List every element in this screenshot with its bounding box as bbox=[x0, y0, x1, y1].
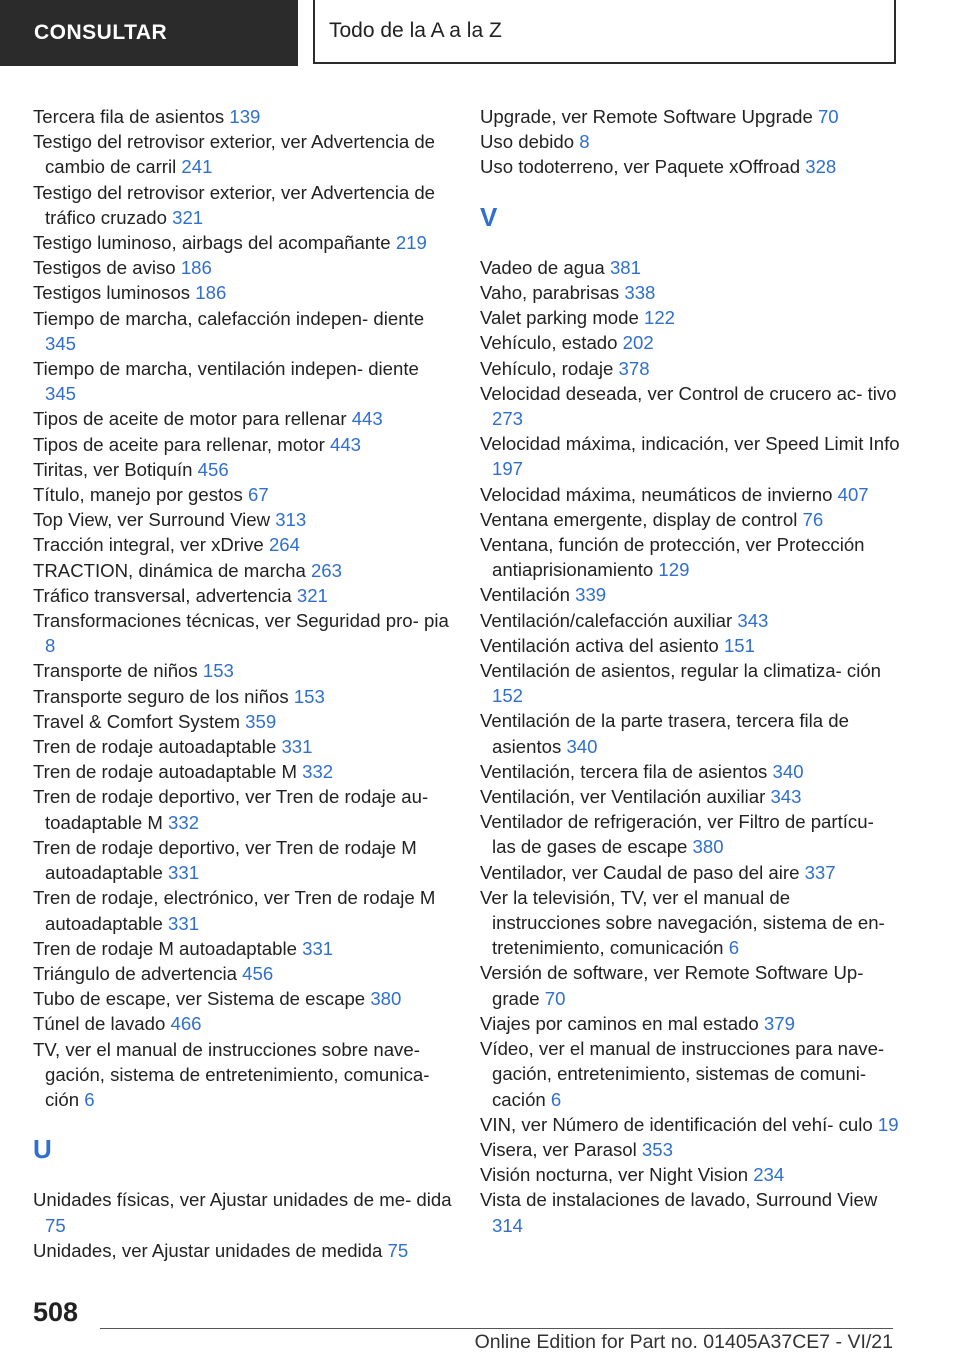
index-entry bbox=[33, 784, 453, 834]
index-entry-term: Título, manejo por gestos bbox=[33, 484, 243, 506]
index-entry bbox=[33, 583, 453, 608]
index-entry bbox=[480, 860, 900, 885]
index-entry-term: Ventilación, ver Ventilación auxiliar bbox=[480, 786, 766, 808]
index-entry-page-link[interactable]: 6 bbox=[728, 937, 740, 959]
index-entry-page-link[interactable]: 139 bbox=[229, 106, 261, 127]
index-entry-page-link[interactable]: 70 bbox=[817, 106, 839, 127]
index-entry-term: Tipos de aceite de motor para rellenar bbox=[33, 408, 347, 430]
index-entry bbox=[33, 709, 453, 734]
index-entry bbox=[33, 280, 453, 305]
index-entry bbox=[33, 835, 453, 885]
index-entry bbox=[33, 230, 453, 255]
index-entry-term: Ventilación activa del asiento bbox=[480, 634, 719, 656]
index-entry-page-link[interactable]: 340 bbox=[566, 735, 598, 757]
index-entry-term: Ventilación/calefacción auxiliar bbox=[480, 609, 733, 631]
index-entry-term: Vaho, parabrisas bbox=[480, 282, 620, 303]
index-entry-term: Testigos luminosos bbox=[33, 282, 191, 304]
index-entry-page-link[interactable]: 378 bbox=[618, 357, 650, 379]
index-entry-page-link[interactable]: 343 bbox=[770, 786, 802, 808]
index-entry-term: Transporte de niños bbox=[33, 660, 198, 682]
index-list-t bbox=[33, 104, 453, 1112]
index-entry-page-link[interactable]: 337 bbox=[804, 861, 836, 883]
index-entry-term: Valet parking mode bbox=[480, 307, 639, 329]
index-entry-page-link[interactable]: 321 bbox=[296, 584, 328, 606]
index-entry bbox=[33, 684, 453, 709]
index-column-right bbox=[480, 104, 900, 1238]
index-entry-term: Tipos de aceite para rellenar, motor bbox=[33, 433, 325, 455]
index-entry-term: Ventilación de la parte trasera, tercera fila de asientos bbox=[480, 710, 849, 757]
index-entry bbox=[33, 608, 453, 658]
index-entry-page-link[interactable]: 129 bbox=[658, 559, 690, 581]
index-entry-term: TV, ver el manual de instrucciones sobre nave‐ gación, sistema de entretenimiento, comunica‐ ción bbox=[33, 1038, 430, 1110]
index-entry bbox=[33, 734, 453, 759]
index-entry-term: Visión nocturna, ver Night Vision bbox=[480, 1164, 749, 1186]
index-entry-page-link[interactable]: 234 bbox=[753, 1164, 785, 1186]
index-list-u-continued bbox=[480, 104, 900, 180]
index-entry-term: Tren de rodaje autoadaptable M bbox=[33, 761, 297, 783]
index-entry bbox=[480, 532, 900, 582]
index-entry bbox=[33, 759, 453, 784]
index-entry-page-link[interactable]: 380 bbox=[692, 836, 724, 858]
index-entry-term: Triángulo de advertencia bbox=[33, 962, 237, 984]
index-entry-term: Tiritas, ver Botiquín bbox=[33, 458, 193, 480]
index-entry-term: Velocidad máxima, indicación, ver Speed Limit Info bbox=[480, 433, 900, 455]
index-entry-term: Ver la televisión, TV, ver el manual de instrucciones sobre navegación, sistema de en‐ tretenimiento, comunicación bbox=[480, 886, 885, 959]
index-entry-term: Ventana, función de protección, ver Protección antiaprisionamiento bbox=[480, 534, 865, 581]
index-entry bbox=[480, 885, 900, 961]
index-entry bbox=[480, 708, 900, 758]
page-number: 508 bbox=[33, 1297, 79, 1327]
index-entry bbox=[480, 633, 900, 658]
index-entry-page-link[interactable]: 331 bbox=[168, 862, 200, 884]
index-entry-term: Tiempo de marcha, ventilación indepen‐ diente bbox=[33, 358, 419, 380]
index-entry bbox=[480, 759, 900, 784]
index-entry-term: Tren de rodaje deportivo, ver Tren de rodaje M autoadaptable bbox=[33, 836, 417, 884]
index-entry-page-link[interactable]: 456 bbox=[197, 458, 229, 480]
index-entry bbox=[33, 457, 453, 482]
index-entry-term: VIN, ver Número de identificación del vehí‐ culo bbox=[480, 1113, 873, 1135]
index-entry bbox=[480, 608, 900, 633]
index-entry-page-link[interactable]: 314 bbox=[492, 1214, 524, 1236]
index-entry-term: Velocidad máxima, neumáticos de invierno bbox=[480, 483, 833, 505]
index-entry-term: Velocidad deseada, ver Control de crucero ac‐ tivo bbox=[480, 382, 897, 404]
index-entry bbox=[33, 432, 453, 457]
index-entry-page-link[interactable]: 67 bbox=[247, 484, 269, 506]
index-entry bbox=[480, 1137, 900, 1162]
index-entry-term: Uso debido bbox=[480, 131, 575, 153]
index-entry-page-link[interactable]: 151 bbox=[723, 634, 755, 656]
index-entry bbox=[33, 482, 453, 507]
index-entry bbox=[480, 255, 900, 280]
index-entry bbox=[33, 658, 453, 683]
index-entry-page-link[interactable]: 76 bbox=[802, 508, 824, 530]
index-entry-term: Ventilador de refrigeración, ver Filtro de partícu‐ las de gases de escape bbox=[480, 811, 874, 858]
index-entry bbox=[33, 356, 453, 406]
index-entry bbox=[33, 532, 453, 557]
index-entry-term: Tren de rodaje M autoadaptable bbox=[33, 937, 297, 959]
index-entry-term: Upgrade, ver Remote Software Upgrade bbox=[480, 106, 813, 127]
index-entry-page-link[interactable]: 186 bbox=[180, 257, 212, 279]
index-entry-page-link[interactable]: 75 bbox=[387, 1239, 409, 1261]
index-entry-term: Tercera fila de asientos bbox=[33, 106, 225, 127]
index-entry-page-link[interactable]: 379 bbox=[763, 1012, 795, 1034]
index-entry bbox=[480, 809, 900, 859]
index-entry-page-link[interactable]: 328 bbox=[805, 156, 837, 178]
index-entry-term: Uso todoterreno, ver Paquete xOffroad bbox=[480, 156, 801, 178]
index-entry bbox=[33, 1187, 453, 1237]
index-entry-term: Versión de software, ver Remote Software Up‐ grade bbox=[480, 962, 864, 1009]
index-entry bbox=[480, 381, 900, 431]
index-entry-page-link[interactable]: 353 bbox=[641, 1138, 673, 1160]
index-entry-page-link[interactable]: 359 bbox=[245, 710, 277, 732]
index-entry-term: Top View, ver Surround View bbox=[33, 509, 271, 531]
index-entry-page-link[interactable]: 6 bbox=[84, 1088, 95, 1110]
index-entry-term: Ventilación bbox=[480, 584, 570, 606]
index-entry-term: Tren de rodaje, electrónico, ver Tren de rodaje M autoadaptable bbox=[33, 887, 436, 934]
index-entry-term: Testigo del retrovisor exterior, ver Advertencia de cambio de carril bbox=[33, 131, 436, 178]
index-entry-term: Ventana emergente, display de control bbox=[480, 508, 798, 530]
index-entry-page-link[interactable]: 70 bbox=[544, 987, 566, 1009]
index-entry bbox=[480, 129, 900, 154]
index-entry bbox=[480, 482, 900, 507]
index-entry bbox=[480, 582, 900, 607]
index-entry-term: Ventilación de asientos, regular la climatiza‐ ción bbox=[480, 660, 882, 682]
index-entry-page-link[interactable]: 6 bbox=[550, 1088, 562, 1110]
index-letter-u: U bbox=[33, 1134, 52, 1165]
index-entry-page-link[interactable]: 19 bbox=[877, 1113, 899, 1135]
index-entry-page-link[interactable]: 343 bbox=[737, 609, 769, 631]
index-entry-term: Transformaciones técnicas, ver Seguridad pro‐ pia bbox=[33, 610, 449, 632]
index-list-u bbox=[33, 1187, 453, 1263]
index-entry-page-link[interactable]: 345 bbox=[45, 332, 77, 354]
index-entry-page-link[interactable]: 338 bbox=[624, 282, 656, 303]
index-entry-term: Testigo del retrovisor exterior, ver Advertencia de tráfico cruzado bbox=[33, 181, 436, 228]
index-entry-page-link[interactable]: 340 bbox=[772, 760, 804, 782]
footer-divider bbox=[100, 1328, 893, 1329]
index-entry-term: Unidades, ver Ajustar unidades de medida bbox=[33, 1239, 383, 1261]
index-entry-term: Tubo de escape, ver Sistema de escape bbox=[33, 988, 366, 1010]
index-entry-page-link[interactable]: 153 bbox=[202, 660, 234, 682]
index-entry-page-link[interactable]: 456 bbox=[242, 962, 274, 984]
chapter-title: Todo de la A a la Z bbox=[313, 0, 896, 64]
index-entry bbox=[480, 104, 900, 129]
index-list-v bbox=[480, 255, 900, 1238]
index-entry bbox=[33, 961, 453, 986]
index-entry bbox=[33, 406, 453, 431]
index-entry bbox=[480, 356, 900, 381]
index-entry bbox=[33, 180, 453, 230]
index-entry bbox=[33, 1037, 453, 1113]
index-entry-term: Vídeo, ver el manual de instrucciones para nave‐ gación, entretenimiento, sistemas de comuni‐ cación bbox=[480, 1038, 885, 1110]
index-entry-term: Ventilador, ver Caudal de paso del aire bbox=[480, 861, 800, 883]
page-header bbox=[0, 0, 960, 68]
index-entry-term: Túnel de lavado bbox=[33, 1013, 166, 1035]
index-entry-term: Testigo luminoso, airbags del acompañante bbox=[33, 232, 391, 254]
index-entry-term: Visera, ver Parasol bbox=[480, 1138, 637, 1160]
index-entry bbox=[33, 1238, 453, 1263]
index-entry bbox=[480, 507, 900, 532]
index-entry-term: Tracción integral, ver xDrive bbox=[33, 534, 264, 556]
index-entry-page-link[interactable]: 332 bbox=[302, 761, 334, 783]
index-entry-page-link[interactable]: 75 bbox=[45, 1214, 66, 1236]
index-entry-page-link[interactable]: 407 bbox=[837, 483, 869, 505]
index-entry-term: Vadeo de agua bbox=[480, 256, 605, 278]
index-entry-term: Tren de rodaje deportivo, ver Tren de rodaje au‐ toadaptable M bbox=[33, 786, 429, 833]
index-entry-term: Viajes por caminos en mal estado bbox=[480, 1012, 759, 1034]
index-entry-term: Testigos de aviso bbox=[33, 257, 176, 279]
footer-edition: Online Edition for Part no. 01405A37CE7 - VI/21 bbox=[474, 1331, 893, 1353]
index-entry-page-link[interactable]: 186 bbox=[195, 282, 227, 304]
index-entry-page-link[interactable]: 321 bbox=[172, 206, 204, 228]
index-entry-page-link[interactable]: 381 bbox=[609, 256, 641, 278]
index-entry-page-link[interactable]: 380 bbox=[370, 988, 402, 1010]
index-entry bbox=[33, 986, 453, 1011]
index-entry-page-link[interactable]: 219 bbox=[395, 232, 427, 254]
index-entry bbox=[480, 280, 900, 305]
index-entry-page-link[interactable]: 273 bbox=[492, 408, 524, 430]
index-entry bbox=[33, 104, 453, 129]
index-entry-term: Travel & Comfort System bbox=[33, 710, 240, 732]
index-entry bbox=[480, 658, 900, 708]
index-entry-page-link[interactable]: 332 bbox=[168, 811, 200, 833]
index-entry bbox=[33, 558, 453, 583]
index-entry-page-link[interactable]: 8 bbox=[45, 635, 56, 657]
index-column-left bbox=[33, 104, 453, 1263]
index-entry-page-link[interactable]: 466 bbox=[170, 1013, 202, 1035]
index-entry bbox=[33, 936, 453, 961]
index-entry bbox=[480, 1036, 900, 1112]
index-entry-page-link[interactable]: 197 bbox=[492, 458, 524, 480]
index-entry bbox=[33, 1011, 453, 1036]
index-entry-page-link[interactable]: 345 bbox=[45, 383, 77, 405]
index-entry-page-link[interactable]: 331 bbox=[168, 912, 200, 934]
index-entry-term: Tráfico transversal, advertencia bbox=[33, 584, 292, 606]
index-entry-page-link[interactable]: 241 bbox=[181, 156, 213, 178]
index-entry-page-link[interactable]: 313 bbox=[275, 509, 307, 531]
index-entry-page-link[interactable]: 152 bbox=[492, 685, 524, 707]
index-entry-page-link[interactable]: 443 bbox=[351, 408, 383, 430]
index-entry-page-link[interactable]: 331 bbox=[302, 937, 334, 959]
index-entry bbox=[33, 306, 453, 356]
index-entry-term: Tiempo de marcha, calefacción indepen‐ diente bbox=[33, 307, 425, 329]
index-entry bbox=[480, 305, 900, 330]
index-entry-term: Unidades físicas, ver Ajustar unidades de me‐ dida bbox=[33, 1189, 452, 1211]
index-entry bbox=[480, 960, 900, 1010]
index-entry bbox=[33, 507, 453, 532]
index-entry bbox=[480, 154, 900, 179]
index-entry-page-link[interactable]: 202 bbox=[622, 332, 654, 354]
index-entry-page-link[interactable]: 122 bbox=[644, 307, 676, 329]
index-entry-term: Tren de rodaje autoadaptable bbox=[33, 736, 277, 758]
index-entry bbox=[480, 1187, 900, 1237]
index-entry-page-link[interactable]: 339 bbox=[575, 584, 607, 606]
index-entry-term: TRACTION, dinámica de marcha bbox=[33, 559, 306, 581]
index-entry-term: Vehículo, estado bbox=[480, 332, 618, 354]
index-entry-page-link[interactable]: 153 bbox=[293, 685, 325, 707]
index-entry-page-link[interactable]: 8 bbox=[579, 131, 590, 153]
index-entry bbox=[33, 255, 453, 280]
index-entry-page-link[interactable]: 443 bbox=[329, 433, 362, 455]
index-entry bbox=[480, 784, 900, 809]
index-entry-term: Vehículo, rodaje bbox=[480, 357, 614, 379]
index-entry-term: Ventilación, tercera fila de asientos bbox=[480, 760, 768, 782]
index-entry bbox=[480, 330, 900, 355]
index-entry bbox=[480, 1162, 900, 1187]
index-entry bbox=[480, 1112, 900, 1137]
index-entry bbox=[480, 1011, 900, 1036]
section-tab[interactable]: CONSULTAR bbox=[0, 0, 298, 66]
index-entry bbox=[33, 885, 453, 935]
index-entry-page-link[interactable]: 331 bbox=[281, 736, 313, 758]
index-letter-v: V bbox=[480, 201, 498, 232]
index-entry-page-link[interactable]: 264 bbox=[268, 534, 300, 556]
index-entry-term: Vista de instalaciones de lavado, Surround View bbox=[480, 1189, 878, 1211]
index-entry-term: Transporte seguro de los niños bbox=[33, 685, 289, 707]
index-entry bbox=[33, 129, 453, 179]
index-entry-page-link[interactable]: 263 bbox=[310, 559, 342, 581]
index-entry bbox=[480, 431, 900, 481]
